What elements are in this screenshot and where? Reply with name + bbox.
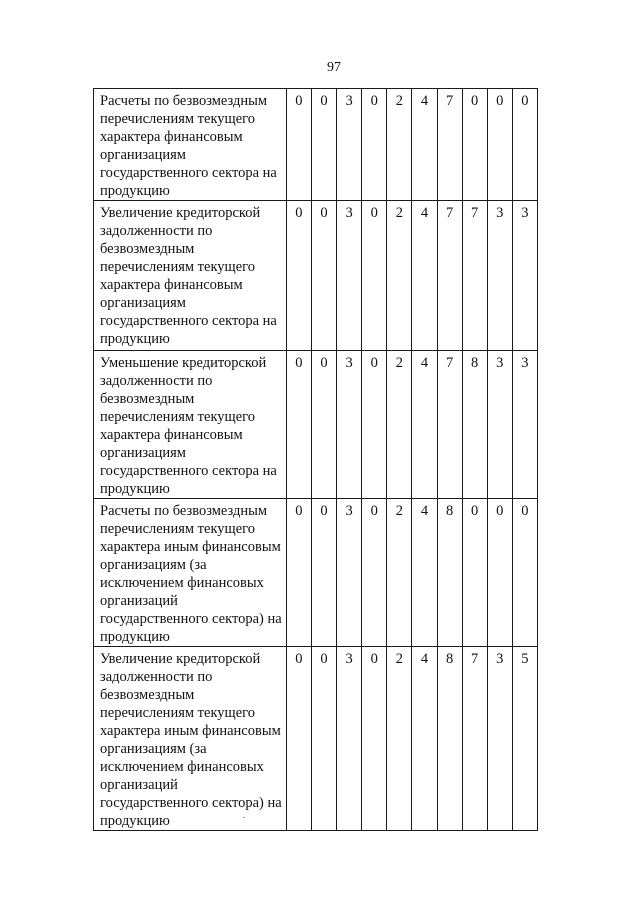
- table-row: [94, 499, 538, 647]
- code-digit: 0: [512, 89, 537, 201]
- account-code-table: [93, 88, 538, 831]
- table-row: [94, 647, 538, 831]
- code-digit: 8: [462, 351, 487, 499]
- code-digit: 5: [512, 647, 537, 831]
- page-number: 97: [327, 60, 341, 75]
- code-digit: 7: [437, 201, 462, 351]
- code-digit: 0: [286, 201, 311, 351]
- code-digit: 2: [387, 351, 412, 499]
- code-digit: 7: [437, 351, 462, 499]
- code-digit: 0: [362, 499, 387, 647]
- code-digit: 0: [487, 89, 512, 201]
- code-digit: 0: [311, 201, 336, 351]
- code-digit: 3: [337, 647, 362, 831]
- code-digit: 7: [437, 89, 462, 201]
- code-digit: 0: [286, 89, 311, 201]
- scan-artifact: [243, 817, 245, 818]
- code-digit: 0: [286, 351, 311, 499]
- code-digit: 3: [512, 201, 537, 351]
- code-digit: 3: [512, 351, 537, 499]
- row-description: Уменьшение кредиторской задолженности по безвозмездным перечислениям текущего характера финансовым организациям государственного сектора на продукцию: [94, 351, 287, 499]
- code-digit: 0: [311, 351, 336, 499]
- code-digit: 0: [286, 499, 311, 647]
- code-digit: 0: [311, 647, 336, 831]
- code-digit: 3: [487, 647, 512, 831]
- code-digit: 2: [387, 201, 412, 351]
- code-digit: 0: [512, 499, 537, 647]
- code-digit: 0: [311, 499, 336, 647]
- code-digit: 2: [387, 499, 412, 647]
- code-digit: 0: [462, 89, 487, 201]
- row-description: Расчеты по безвозмездным перечислениям текущего характера иным финансовым организациям (за исключением финансовых организаций государственного сектора) на продукцию: [94, 499, 287, 647]
- code-digit: 2: [387, 89, 412, 201]
- code-digit: 0: [462, 499, 487, 647]
- code-digit: 8: [437, 499, 462, 647]
- code-digit: 4: [412, 89, 437, 201]
- code-digit: 3: [487, 201, 512, 351]
- code-digit: 0: [362, 351, 387, 499]
- code-digit: 2: [387, 647, 412, 831]
- code-digit: 4: [412, 201, 437, 351]
- code-digit: 4: [412, 647, 437, 831]
- code-digit: 3: [337, 89, 362, 201]
- code-digit: 0: [362, 647, 387, 831]
- row-description: Расчеты по безвозмездным перечислениям текущего характера финансовым организациям государственного сектора на продукцию: [94, 89, 287, 201]
- row-description: Увеличение кредиторской задолженности по безвозмездным перечислениям текущего характера иным финансовым организациям (за исключением финансовых организаций государственного сектора) на продукцию: [94, 647, 287, 831]
- code-digit: 0: [362, 201, 387, 351]
- row-description: Увеличение кредиторской задолженности по безвозмездным перечислениям текущего характера финансовым организациям государственного сектора на продукцию: [94, 201, 287, 351]
- table-row: [94, 351, 538, 499]
- code-digit: 7: [462, 647, 487, 831]
- code-digit: 0: [487, 499, 512, 647]
- code-digit: 4: [412, 499, 437, 647]
- code-digit: 4: [412, 351, 437, 499]
- code-digit: 0: [286, 647, 311, 831]
- table-row: [94, 89, 538, 201]
- code-digit: 3: [337, 499, 362, 647]
- table-row: [94, 201, 538, 351]
- code-digit: 0: [311, 89, 336, 201]
- code-digit: 7: [462, 201, 487, 351]
- code-digit: 0: [362, 89, 387, 201]
- code-digit: 3: [337, 201, 362, 351]
- code-digit: 3: [487, 351, 512, 499]
- code-digit: 3: [337, 351, 362, 499]
- code-digit: 8: [437, 647, 462, 831]
